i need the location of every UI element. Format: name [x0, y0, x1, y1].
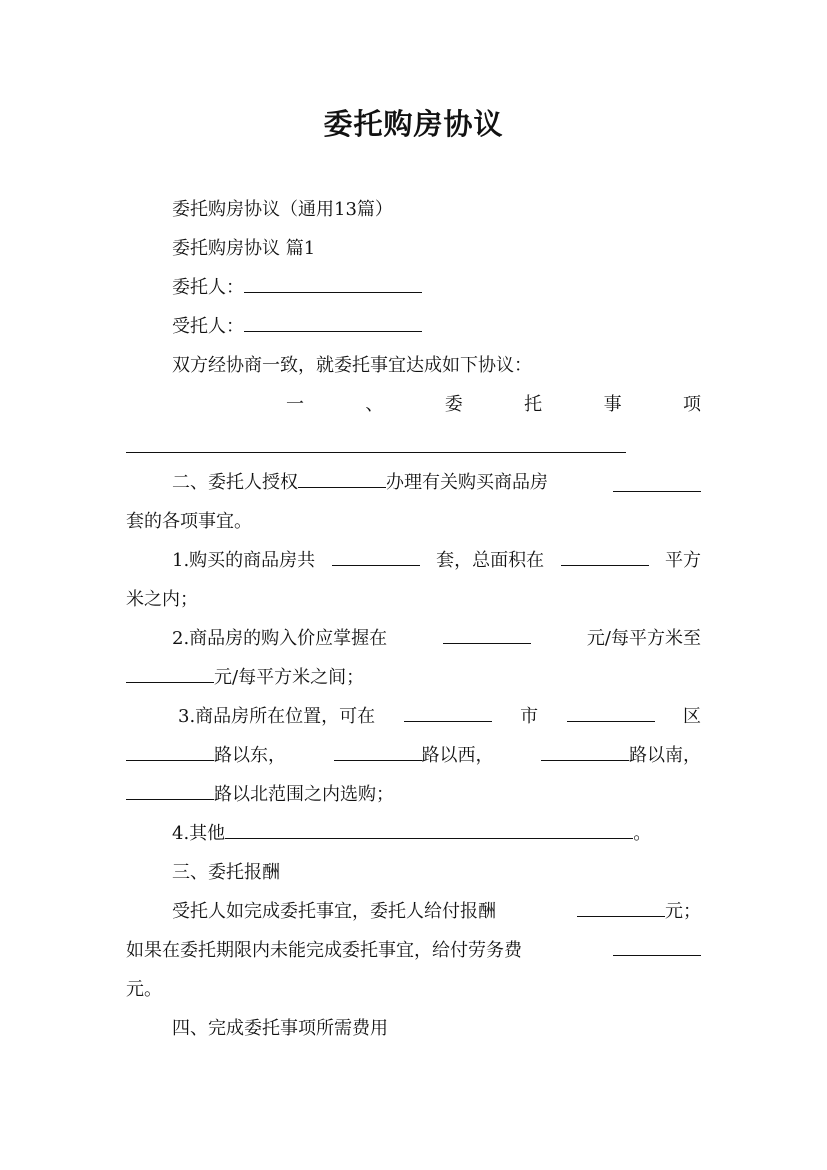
item-2-text-b: 元/每平方米至: [586, 628, 701, 649]
section-3-line-2: [126, 939, 701, 963]
east-road-blank[interactable]: [126, 744, 214, 761]
principal-line: [172, 276, 422, 300]
subtitle: 委托购房协议（通用13篇）: [172, 199, 393, 220]
unit-count-blank[interactable]: [613, 475, 701, 492]
item-3-text-e: 路以西，: [421, 745, 494, 766]
section-1-char: 事: [603, 394, 622, 415]
min-price-blank[interactable]: [443, 627, 531, 644]
item-3-text-a: 3.商品房所在位置，可在: [178, 706, 376, 727]
section-3-line-1: [172, 900, 701, 924]
item-3-text-d: 路以东，: [214, 745, 286, 766]
north-road-blank[interactable]: [126, 783, 214, 800]
item-3-line-3: [126, 783, 394, 807]
section-1-heading: [286, 393, 701, 417]
section-3-text-a: 受托人如完成委托事宜，委托人给付报酬: [172, 901, 496, 922]
intro-text: 双方经协商一致，就委托事宜达成如下协议：: [172, 355, 532, 376]
item-3-text-c: 区: [683, 706, 701, 727]
section-1-char: 、: [365, 394, 384, 415]
section-1-char: 托: [524, 394, 543, 415]
item-1-line-2: 米之内；: [126, 589, 198, 610]
item-3-line-2: [126, 744, 701, 768]
city-blank[interactable]: [404, 705, 492, 722]
section-4-heading: 四、完成委托事项所需费用: [172, 1018, 388, 1039]
section-2-text-b: 办理有关购买商品房: [386, 472, 548, 493]
section-2-line-1: [172, 471, 701, 495]
section-1-char: 一: [286, 394, 304, 415]
district-blank[interactable]: [567, 705, 655, 722]
west-road-blank[interactable]: [334, 744, 422, 761]
item-1-text-b: 套，总面积在: [436, 550, 545, 571]
item-3-line-1: [178, 705, 701, 729]
item-3-text-b: 市: [520, 706, 539, 727]
item-1-line-1: [172, 549, 701, 573]
agent-label: 受托人：: [172, 316, 244, 337]
section-3-text-c: 如果在委托期限内未能完成委托事宜，给付劳务费: [126, 940, 522, 961]
authorized-party-blank[interactable]: [298, 471, 386, 488]
reward-amount-blank[interactable]: [577, 900, 665, 917]
section-3-text-b: 元；: [665, 901, 701, 922]
house-count-blank[interactable]: [332, 549, 420, 566]
chapter-heading: 委托购房协议 篇1: [172, 238, 316, 259]
agent-line: [172, 315, 422, 339]
agent-blank[interactable]: [244, 315, 422, 332]
section-1-char: 项: [682, 394, 701, 415]
item-1-text-a: 1.购买的商品房共: [172, 550, 316, 571]
section-2-text-a: 二、委托人授权: [172, 472, 298, 493]
total-area-blank[interactable]: [561, 549, 649, 566]
other-items-blank[interactable]: [225, 822, 633, 839]
section-1-char: 委: [444, 394, 463, 415]
item-4-text-b: 。: [633, 823, 652, 844]
section-2-line-2: 套的各项事宜。: [126, 511, 252, 532]
section-3-line-3: 元。: [126, 979, 162, 1000]
item-2-line-2: [126, 666, 364, 690]
principal-label: 委托人：: [172, 277, 244, 298]
labor-fee-blank[interactable]: [613, 939, 701, 956]
item-4-text-a: 4.其他: [172, 823, 226, 844]
item-1-text-c: 平方: [665, 550, 701, 571]
item-2-text-a: 2.商品房的购入价应掌握在: [172, 628, 388, 649]
section-3-heading: 三、委托报酬: [172, 862, 280, 883]
max-price-blank[interactable]: [126, 666, 214, 683]
item-2-line-1: [172, 627, 701, 651]
item-4-line: [172, 822, 651, 846]
item-3-text-f: 路以南，: [629, 745, 701, 766]
item-3-text-g: 路以北范围之内选购；: [214, 784, 394, 805]
item-2-text-c: 元/每平方米之间；: [214, 667, 365, 688]
section-1-blank[interactable]: [126, 452, 626, 453]
principal-blank[interactable]: [244, 276, 422, 293]
document-title: 委托购房协议: [323, 107, 504, 141]
south-road-blank[interactable]: [541, 744, 629, 761]
